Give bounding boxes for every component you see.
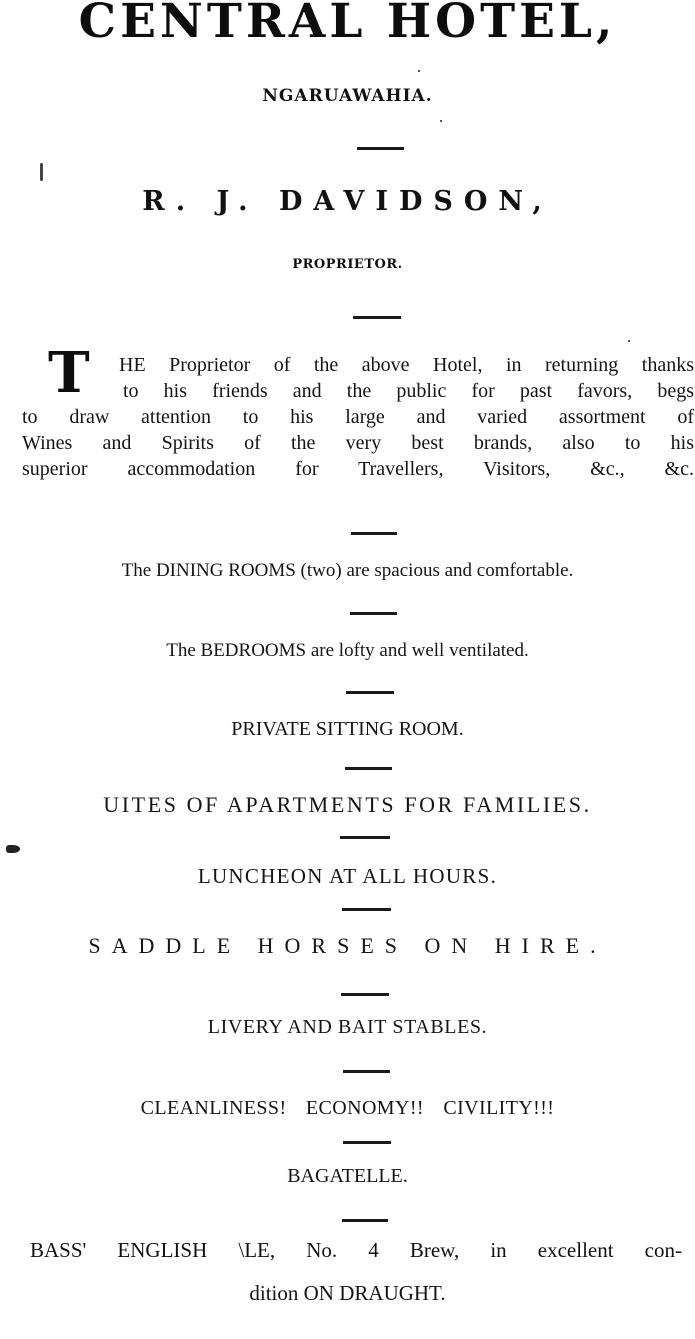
ink-speck xyxy=(40,163,43,181)
intro-line: Wines and Spirits of the very best brands, also to his xyxy=(22,432,694,454)
feature-luncheon: LUNCHEON AT ALL HOURS. xyxy=(197,864,498,888)
footer-draught-line: dition ON DRAUGHT. xyxy=(249,1281,446,1305)
feature-dining-rooms: The DINING ROOMS (two) are spacious and comfortable. xyxy=(121,560,574,581)
divider-rule xyxy=(342,908,391,911)
divider-rule xyxy=(350,612,397,615)
divider-rule xyxy=(351,532,397,535)
divider-rule xyxy=(343,1070,390,1073)
intro-line: superior accommodation for Travellers, Visitors, &c., &c. xyxy=(22,458,694,480)
divider-rule xyxy=(340,836,390,839)
drop-cap: T xyxy=(48,340,90,406)
feature-bedrooms: The BEDROOMS are lofty and well ventilated. xyxy=(166,640,529,661)
hotel-title: CENTRAL HOTEL, xyxy=(78,0,617,49)
proprietor-role: PROPRIETOR. xyxy=(292,257,403,272)
divider-rule xyxy=(346,691,394,694)
intro-paragraph xyxy=(22,352,694,482)
hotel-location: NGARUAWAHIA. xyxy=(262,86,433,106)
divider-rule xyxy=(345,767,392,770)
feature-saddle-horses: SADDLE HORSES ON HIRE. xyxy=(88,933,607,958)
footer-ale-line: BASS' ENGLISH \LE, No. 4 Brew, in excellent con- xyxy=(30,1238,682,1262)
divider-rule xyxy=(343,1141,391,1144)
ink-speck xyxy=(6,845,20,853)
feature-sitting-room: PRIVATE SITTING ROOM. xyxy=(231,718,464,740)
feature-livery: LIVERY AND BAIT STABLES. xyxy=(207,1016,488,1038)
divider-rule xyxy=(342,1219,388,1222)
divider-rule xyxy=(353,316,401,319)
ink-speck xyxy=(418,70,420,72)
proprietor-name: R. J. DAVIDSON, xyxy=(142,186,553,217)
feature-apartments: UITES OF APARTMENTS FOR FAMILIES. xyxy=(103,792,592,817)
intro-line: HE Proprietor of the above Hotel, in returning thanks xyxy=(119,354,694,376)
ink-speck xyxy=(628,340,630,342)
intro-line: to draw attention to his large and varied assortment of xyxy=(22,406,694,428)
divider-rule xyxy=(341,993,389,996)
feature-bagatelle: BAGATELLE. xyxy=(287,1165,408,1187)
intro-line: to his friends and the public for past favors, begs xyxy=(123,380,694,402)
ink-speck xyxy=(440,120,442,122)
feature-motto: CLEANLINESS! ECONOMY!! CIVILITY!!! xyxy=(140,1097,555,1119)
divider-rule xyxy=(357,147,404,150)
